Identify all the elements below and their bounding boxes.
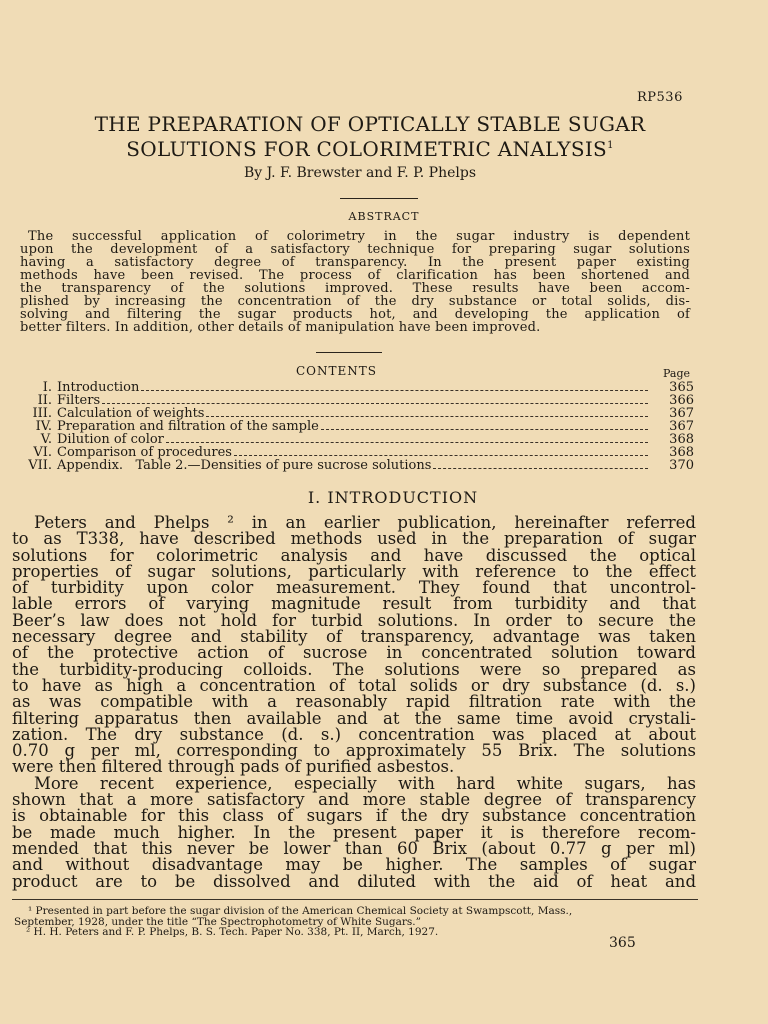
contents-page-label: Page (663, 367, 691, 380)
footnotes (14, 906, 704, 938)
abstract-line: methods have been revised. The process of clarification has been shortened and (20, 268, 690, 283)
title-footnote-marker: 1 (607, 140, 614, 151)
toc-number: I. (42, 380, 52, 395)
toc-title: Calculation of weights (57, 406, 205, 421)
body-line: filtering apparatus then available and at the same time avoid crystali- (12, 708, 696, 728)
toc-leader (166, 442, 648, 443)
toc-number: III. (32, 406, 52, 421)
toc-leader (433, 468, 648, 469)
abstract-line: better filters. In addition, other details of manipulation have been improved. (20, 320, 541, 335)
abstract-line: The successful application of colorimetry in the sugar industry is dependent (28, 229, 690, 244)
title-rule (340, 198, 418, 199)
footnote-2: ² H. H. Peters and F. P. Phelps, B. S. Tech. Paper No. 338, Pt. II, March, 1927. (26, 926, 439, 938)
toc-entry[interactable] (18, 381, 694, 394)
toc-page: 368 (669, 432, 694, 447)
title-line-2-text: SOLUTIONS FOR COLORIMETRIC ANALYSIS (126, 137, 608, 161)
toc-title: Comparison of procedures (57, 445, 232, 460)
body-line: More recent experience, especially with hard white sugars, has (34, 773, 696, 793)
body-line: solutions for colorimetric analysis and have discussed the optical (12, 545, 696, 565)
body-line: the turbidity-producing colloids. The solutions were so prepared as (12, 659, 696, 679)
toc-leader (206, 416, 648, 417)
body-line: were then filtered through pads of purified asbestos. (12, 757, 455, 777)
body-line: product are to be dissolved and diluted with the aid of heat and (12, 871, 696, 891)
footnote-1-continued: September, 1928, under the title “The Spectrophotometry of White Sugars.” (14, 915, 422, 928)
body-line: is obtainable for this class of sugars if the dry substance concentration (12, 806, 696, 826)
footnote-rule (12, 899, 698, 900)
toc-number: II. (37, 393, 52, 408)
toc-page: 370 (669, 458, 694, 473)
report-number: RP536 (637, 90, 683, 105)
abstract-line: plished by increasing the concentration of the dry substance or total solids, dis- (20, 294, 690, 309)
toc-entry[interactable] (18, 459, 694, 472)
toc-page: 365 (669, 380, 694, 395)
abstract-line: upon the development of a satisfactory technique for preparing sugar solutions (20, 242, 690, 257)
body-line: zation. The dry substance (d. s.) concentration was placed at about (12, 724, 696, 744)
body-line: properties of sugar solutions, particularly with reference to the effect (12, 561, 696, 581)
toc-title: Filters (57, 393, 101, 408)
body-line: 0.70 g per ml, corresponding to approximately 55 Brix. The solutions (12, 741, 696, 761)
byline: By J. F. Brewster and F. P. Phelps (243, 165, 477, 181)
abstract-body (20, 230, 690, 334)
toc-number: IV. (35, 419, 52, 434)
section-heading: I. INTRODUCTION (307, 488, 479, 507)
toc-page: 366 (669, 393, 694, 408)
body-line: Peters and Phelps ² in an earlier publication, hereinafter referred (34, 513, 696, 532)
body-line: Beer’s law does not hold for turbid solutions. In order to secure the (12, 610, 696, 630)
toc-page: 367 (669, 406, 694, 421)
abstract-line: the transparency of the solutions improved. These results have been accom- (20, 281, 690, 296)
toc-number: VII. (28, 458, 52, 473)
body-line: necessary degree and stability of transparency, advantage was taken (12, 627, 696, 647)
body-line: to have as high a concentration of total solids or dry substance (d. s.) (12, 675, 696, 695)
body-line: be made much higher. In the present paper it is therefore recom- (12, 822, 696, 842)
abstract-heading: ABSTRACT (348, 210, 420, 223)
toc-title: Preparation and filtration of the sample (57, 419, 319, 434)
toc-number: V. (40, 432, 52, 447)
toc-leader (102, 403, 648, 404)
toc-leader (141, 390, 648, 391)
title-line-1: THE PREPARATION OF OPTICALLY STABLE SUGAR (94, 112, 646, 136)
page-number: 365 (609, 935, 636, 951)
body-line: lable errors of varying magnitude result from turbidity and that (12, 594, 696, 614)
toc-title: Introduction (57, 380, 140, 395)
body-line: mended that this never be lower than 60 Brix (about 0.77 g per ml) (12, 838, 696, 858)
abstract-rule (316, 352, 382, 353)
introduction-body (12, 515, 696, 890)
footnote-1: ¹ Presented in part before the sugar division of the American Chemical Society at Swampscott, Mass., (28, 905, 573, 917)
abstract-line: having a satisfactory degree of transparency. In the present paper existing (20, 255, 690, 270)
toc-title: Appendix. Table 2.—Densities of pure sucrose solutions (57, 458, 432, 473)
title-line-2 (20, 135, 720, 160)
toc-leader (321, 429, 648, 430)
toc-title: Dilution of color (57, 432, 164, 447)
toc-number: VI. (33, 445, 52, 460)
body-line: as was compatible with a reasonably rapid filtration rate with the (12, 692, 696, 712)
body-line: to as T338, have described methods used in the preparation of sugar (12, 529, 696, 549)
paper-title (20, 113, 720, 160)
body-line: of turbidity upon color measurement. They found that uncontrol- (12, 578, 696, 598)
abstract-line: solving and filtering the sugar products hot, and developing the application of (20, 307, 690, 322)
body-line: shown that a more satisfactory and more stable degree of transparency (12, 790, 696, 810)
body-line: and without disadvantage may be higher. The samples of sugar (12, 855, 696, 875)
toc-leader (234, 455, 648, 456)
body-line: of the protective action of sucrose in concentrated solution toward (12, 643, 696, 663)
table-of-contents (18, 381, 694, 472)
toc-page: 368 (669, 445, 694, 460)
toc-page: 367 (669, 419, 694, 434)
contents-heading: CONTENTS (296, 364, 378, 378)
